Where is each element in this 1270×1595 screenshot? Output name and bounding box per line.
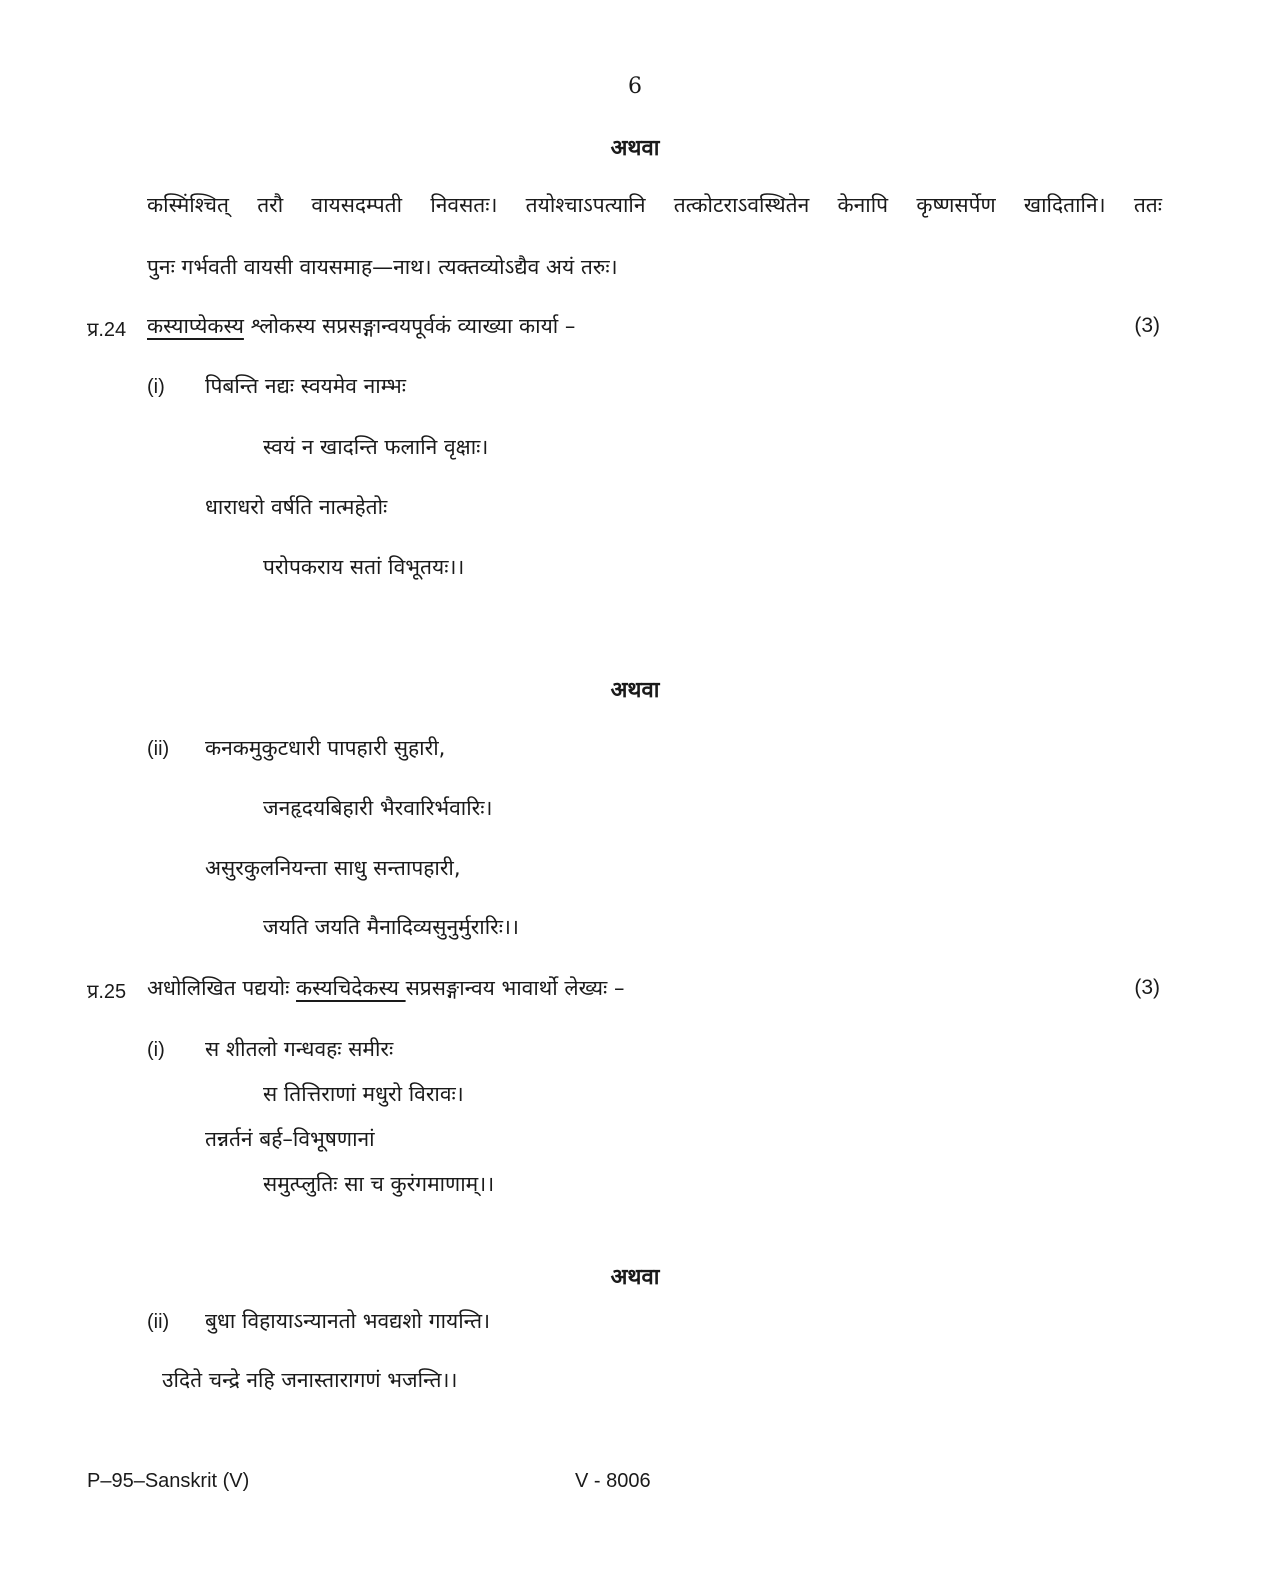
page-number: 6: [628, 74, 642, 99]
q25-option-ii-label: (ii): [147, 1311, 170, 1333]
question-24-marks: (3): [1134, 314, 1160, 337]
question-25-underlined-word: कस्यचिदेकस्य: [296, 976, 406, 1000]
q25-option-i-line-3: तन्नर्तनं बर्ह–विभूषणानां: [205, 1127, 375, 1151]
q24-option-i-label: (i): [147, 376, 165, 398]
q24-option-i-line-1: पिबन्ति नद्यः स्वयमेव नाम्भः: [205, 374, 407, 398]
athava-heading-2: अथवा: [610, 678, 660, 703]
question-24-instruction: [147, 312, 575, 340]
question-25-instruction-text: सप्रसङ्गान्वय भावार्थो लेख्यः –: [405, 976, 625, 1000]
footer-set-code: V - 8006: [575, 1470, 651, 1492]
question-24-number: प्र.24: [87, 319, 127, 341]
q24-option-ii-line-3: असुरकुलनियन्ता साधु सन्तापहारी,: [205, 856, 461, 880]
q24-option-ii-label: (ii): [147, 738, 170, 760]
q25-option-i-label: (i): [147, 1039, 165, 1061]
footer-paper-code: P–95–Sanskrit (V): [87, 1470, 250, 1492]
athava-heading-3: अथवा: [610, 1265, 660, 1290]
q25-option-i-line-1: स शीतलो गन्धवहः समीरः: [205, 1037, 394, 1061]
q24-option-i-line-3: धाराधरो वर्षति नात्महेतोः: [205, 495, 388, 519]
question-25-number: प्र.25: [87, 981, 127, 1003]
q24-option-ii-line-4: जयति जयति मैनादिव्यसुनुर्मुरारिः।।: [263, 915, 519, 939]
q24-option-i-line-2: स्वयं न खादन्ति फलानि वृक्षाः।: [263, 435, 489, 459]
q24-option-ii-line-1: कनकमुकुटधारी पापहारी सुहारी,: [205, 736, 446, 760]
passage-line-2: पुनः गर्भवती वायसी वायसमाह—नाथ। त्यक्तव्योऽद्यैव अयं तरुः।: [147, 255, 618, 279]
q25-option-ii-line-1: बुधा विहायाऽन्यानतो भवद्यशो गायन्ति।: [205, 1309, 491, 1333]
question-25-marks: (3): [1134, 976, 1160, 999]
q25-option-ii-line-2: उदिते चन्द्रे नहि जनास्तारागणं भजन्ति।।: [162, 1368, 458, 1392]
athava-heading-1: अथवा: [610, 136, 660, 161]
question-25-instruction: [147, 974, 624, 1002]
passage-line-1: कस्मिंश्चित् तरौ वायसदम्पती निवसतः। तयोश्चाऽपत्यानि तत्कोटराऽवस्थितेन केनापि कृष्णसर्पेण खादितानि। ततः: [147, 193, 1162, 217]
question-25-instruction-prefix: अधोलिखित पद्ययोः: [147, 976, 297, 1000]
question-24-instruction-text: श्लोकस्य सप्रसङ्गान्वयपूर्वकं व्याख्या कार्या –: [243, 314, 576, 338]
q24-option-ii-line-2: जनहृदयबिहारी भैरवारिर्भवारिः।: [263, 796, 493, 820]
q24-option-i-line-4: परोपकराय सतां विभूतयः।।: [263, 555, 465, 579]
q25-option-i-line-2: स तित्तिराणां मधुरो विरावः।: [263, 1082, 464, 1106]
question-24-underlined-word: कस्याप्येकस्य: [147, 314, 244, 338]
q25-option-i-line-4: समुत्प्लुतिः सा च कुरंगमाणाम्।।: [263, 1172, 495, 1196]
